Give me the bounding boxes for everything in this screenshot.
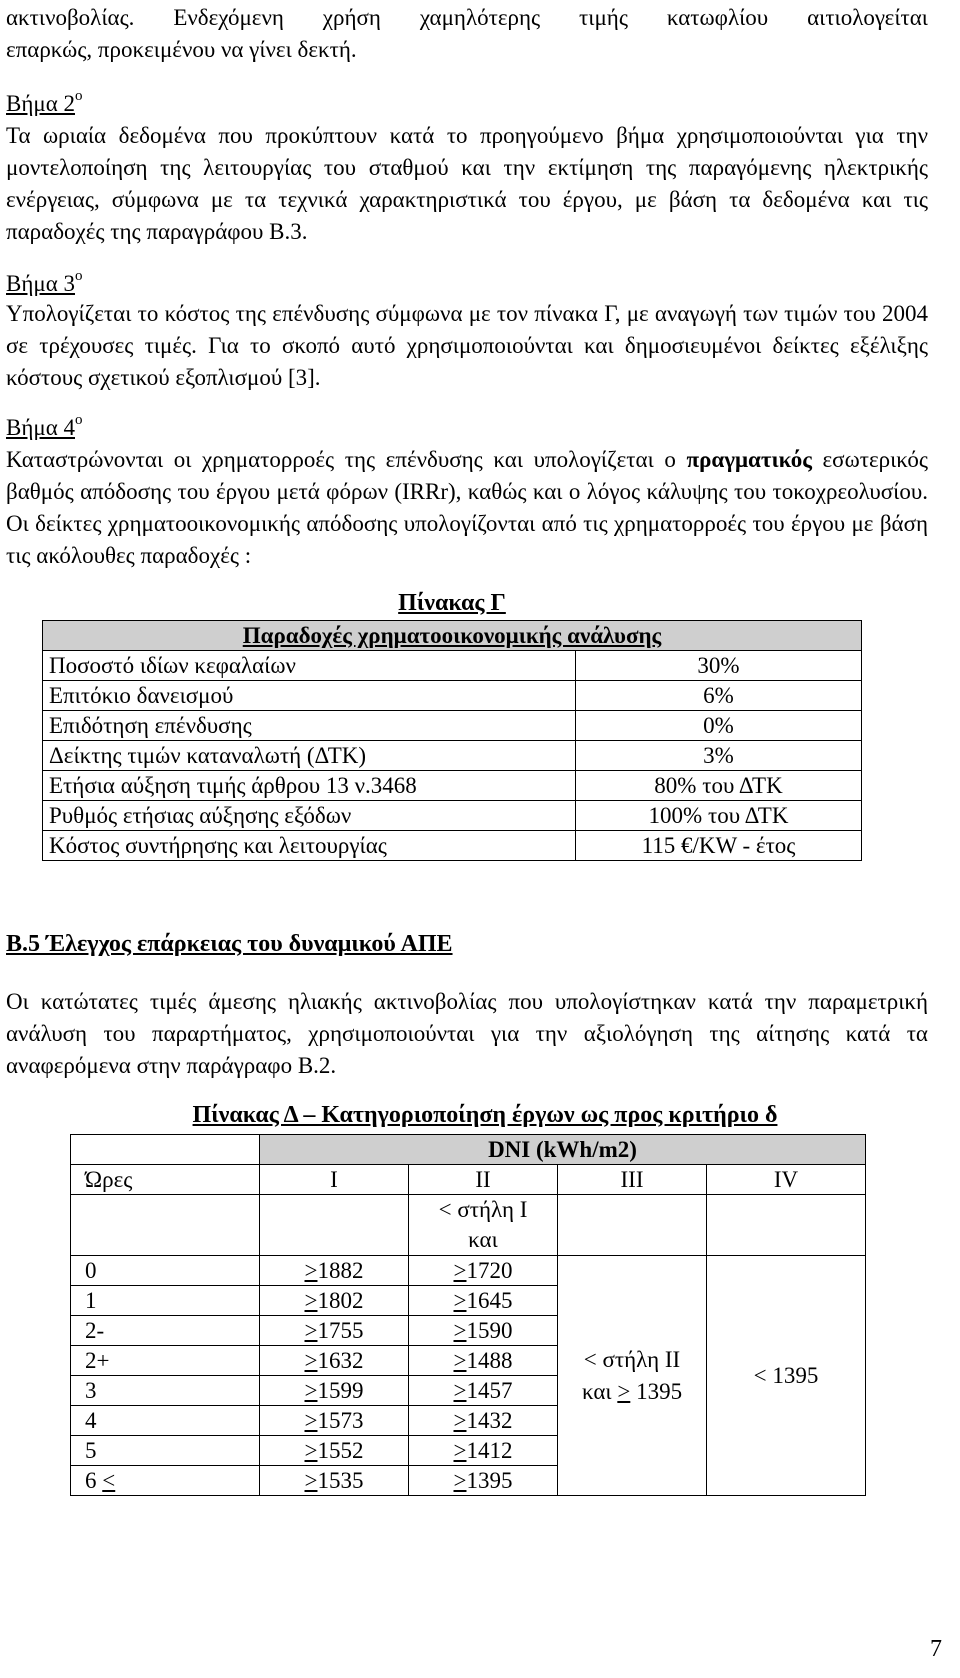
table-g-value: 30% [576, 651, 862, 681]
table-d-col-ii: II [409, 1165, 558, 1195]
table-d-value-i: >1573 [260, 1406, 409, 1436]
step4-sup: ο [75, 412, 83, 429]
table-d-value-ii: >1488 [409, 1346, 558, 1376]
table-g-value: 6% [576, 681, 862, 711]
top-paragraph [6, 2, 928, 66]
step4-text-before: Καταστρώνονται οι χρηματορροές της επένδυσης και υπολογίζεται ο [6, 447, 687, 472]
table-g-header: Παραδοχές χρηματοοικονομικής ανάλυσης [43, 621, 862, 651]
top-paragraph-line1: ακτινοβολίας. Ενδεχόμενη χρήση χαμηλότερης τιμής κατωφλίου αιτιολογείται [6, 5, 928, 30]
table-d-empty-cell [71, 1195, 260, 1256]
table-d-note [409, 1195, 558, 1256]
table-d-col-i: I [260, 1165, 409, 1195]
step4-text-after: εσωτερικός βαθμός απόδοσης του έργου μετά φόρων (IRRr), καθώς και ο λόγος κάλυψης του τοκοχρεολυσίου. Οι δείκτες χρηματοοικονομικής απόδοσης υπολογίζονται από τις χρηματορροές του έργου με βάση τις ακόλουθες παραδοχές : [6, 447, 928, 568]
step4-text [6, 444, 928, 572]
top-paragraph-line2: επαρκώς, προκειμένου να γίνει δεκτή. [6, 37, 357, 62]
table-row [43, 741, 862, 771]
table-d-hours: 1 [71, 1286, 260, 1316]
table-d-hours: 5 [71, 1436, 260, 1466]
step4-heading [6, 412, 928, 444]
table-d-header: DNI (kWh/m2) [260, 1135, 866, 1165]
table-row [43, 801, 862, 831]
table-d-hours: 2+ [71, 1346, 260, 1376]
table-d-value-ii: >1432 [409, 1406, 558, 1436]
table-d-col-hours: Ώρες [71, 1165, 260, 1195]
table-d-col-iii: III [558, 1165, 707, 1195]
table-d-value-i: >1882 [260, 1256, 409, 1286]
table-d-value-i: >1599 [260, 1376, 409, 1406]
table-d-hours: 4 [71, 1406, 260, 1436]
table-g-label: Ετήσια αύξηση τιμής άρθρου 13 ν.3468 [43, 771, 576, 801]
table-d-value-i: >1802 [260, 1286, 409, 1316]
table-d-note-line1: < στήλη I [438, 1197, 528, 1222]
step3-sup: ο [75, 268, 83, 285]
ge-symbol: > [453, 1258, 467, 1283]
table-d-hours: 3 [71, 1376, 260, 1406]
step2-label: Βήμα 2 [6, 91, 75, 116]
table-g-label: Επιδότηση επένδυσης [43, 711, 576, 741]
table-d-value-i: >1552 [260, 1436, 409, 1466]
step2-text: Τα ωριαία δεδομένα που προκύπτουν κατά το προηγούμενο βήμα χρησιμοποιούνται για την μοντελοποίηση της λειτουργίας του σταθμού και την εκτίμηση της παραγόμενης ηλεκτρικής ενέργειας, σύμφωνα με τα τεχνικά χαρακτηριστικά του έργου, με βάση τα δεδομένα και τις παραδοχές της παραγράφου Β.3. [6, 123, 928, 244]
ge-symbol: > [304, 1258, 318, 1283]
table-g-value: 115 €/KW - έτος [576, 831, 862, 861]
table-d-col4-rule: < 1395 [707, 1256, 866, 1496]
table-d-empty-cell [707, 1195, 866, 1256]
table-d-col3-rule [558, 1256, 707, 1496]
table-d-value-ii: >1590 [409, 1316, 558, 1346]
step3-heading [6, 268, 928, 300]
table-row [43, 831, 862, 861]
table-d-empty-cell [71, 1135, 260, 1165]
table-d-value-i: >1755 [260, 1316, 409, 1346]
table-g-value: 0% [576, 711, 862, 741]
table-g [42, 620, 862, 861]
table-d [70, 1134, 866, 1496]
table-row [43, 711, 862, 741]
table-d-value-ii: >1720 [409, 1256, 558, 1286]
table-g-label: Επιτόκιο δανεισμού [43, 681, 576, 711]
table-d-hours: 6 < [71, 1466, 260, 1496]
section-b5-heading: Β.5 Έλεγχος επάρκειας του δυναμικού ΑΠΕ [6, 931, 453, 957]
table-d-hours: 2- [71, 1316, 260, 1346]
table-g-label: Ρυθμός ετήσιας αύξησης εξόδων [43, 801, 576, 831]
table-row [43, 771, 862, 801]
step2-sup: ο [75, 88, 83, 105]
table-d-empty-cell [260, 1195, 409, 1256]
le-symbol: < [102, 1468, 116, 1493]
table-d-hours: 0 [71, 1256, 260, 1286]
table-d-value-i: >1632 [260, 1346, 409, 1376]
table-d-value-i: >1535 [260, 1466, 409, 1496]
table-d-note-line2: και [468, 1227, 498, 1252]
table-g-label: Δείκτης τιμών καταναλωτή (ΔΤΚ) [43, 741, 576, 771]
table-row [43, 681, 862, 711]
table-g-value: 100% του ΔΤΚ [576, 801, 862, 831]
step4-text-bold: πραγματικός [686, 447, 812, 472]
table-d-value-ii: >1645 [409, 1286, 558, 1316]
table-d-empty-cell [558, 1195, 707, 1256]
table-d-caption: Πίνακας Δ – Κατηγοριοποίηση έργων ως προς κριτήριο δ [192, 1102, 778, 1128]
table-row [43, 651, 862, 681]
table-d-value-ii: >1395 [409, 1466, 558, 1496]
section-b5-text: Οι κατώτατες τιμές άμεσης ηλιακής ακτινοβολίας που υπολογίστηκαν κατά την παραμετρική ανάλυση του παραρτήματος, χρησιμοποιούνται για την αξιολόγηση της αίτησης κατά τα αναφερόμενα στην παράγραφο Β.2. [6, 989, 928, 1078]
table-d-value-ii: >1457 [409, 1376, 558, 1406]
table-g-caption: Πίνακας Γ [398, 590, 506, 616]
step3-text: Υπολογίζεται το κόστος της επένδυσης σύμφωνα με τον πίνακα Γ, με αναγωγή των τιμών του 2004 σε τρέχουσες τιμές. Για το σκοπό αυτό χρησιμοποιούνται και δημοσιευμένοι δείκτες εξέλιξης κόστους σχετικού εξοπλισμού [3]. [6, 301, 928, 390]
table-g-value: 80% του ΔΤΚ [576, 771, 862, 801]
step4-label: Βήμα 4 [6, 415, 75, 440]
table-row [71, 1256, 866, 1286]
table-d-col-iv: IV [707, 1165, 866, 1195]
step3-label: Βήμα 3 [6, 271, 75, 296]
table-g-label: Ποσοστό ιδίων κεφαλαίων [43, 651, 576, 681]
table-d-col3-line2: και > 1395 [581, 1378, 683, 1404]
table-d-col3-line1: < στήλη II [583, 1346, 681, 1372]
page-number: 7 [930, 1636, 942, 1662]
table-g-value: 3% [576, 741, 862, 771]
table-g-label: Κόστος συντήρησης και λειτουργίας [43, 831, 576, 861]
table-d-value-ii: >1412 [409, 1436, 558, 1466]
step2-heading [6, 88, 928, 120]
